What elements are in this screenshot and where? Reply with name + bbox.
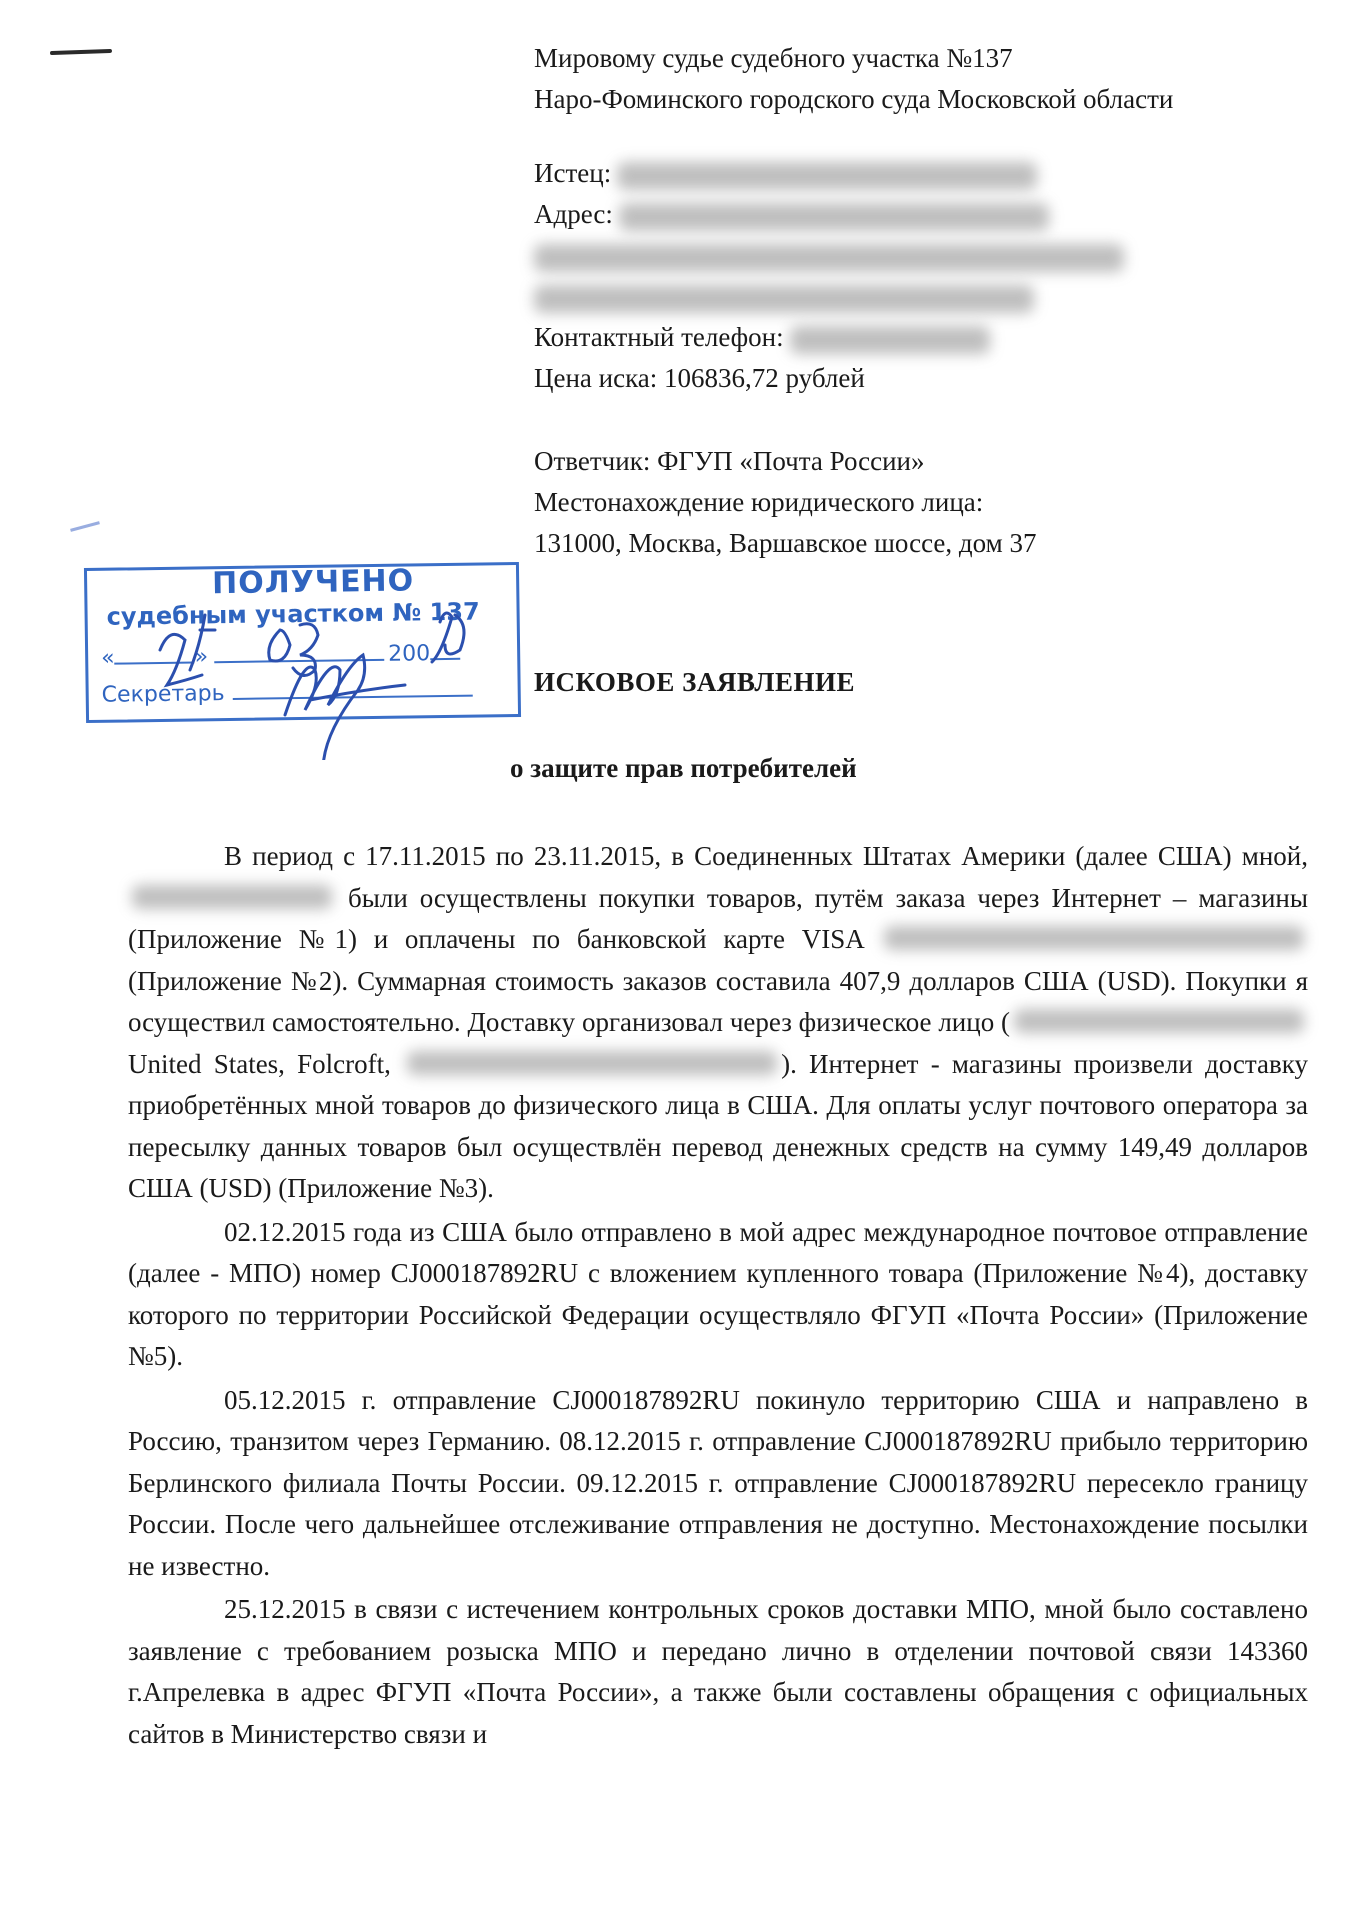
redacted-phone	[790, 326, 990, 354]
address-label: Адрес:	[534, 199, 613, 229]
paragraph-3: 05.12.2015 г. отправление CJ000187892RU покинуло территорию США и направлено в Россию, транзитом через Германию. 08.12.2015 г. отправление CJ000187892RU прибыло территорию Берлинского филиала Почты России. 09.12.2015 г. отправление CJ000187892RU пересекло границу России. После чего дальнейшее отслеживание отправления не доступно. Местонахождение посылки не известно.	[128, 1384, 1308, 1581]
plaintiff-line	[534, 153, 1334, 194]
claim-value: Цена иска: 106836,72 рублей	[534, 363, 865, 393]
ink-smudge	[70, 521, 100, 532]
redacted-address-1	[619, 203, 1049, 231]
addressee-line-1: Мировому судье судебного участка №137	[534, 43, 1013, 73]
redacted-card-number	[884, 926, 1304, 950]
document-subtitle: о защите прав потребителей	[510, 753, 857, 783]
stamp-date-line: « » 200	[101, 637, 511, 671]
phone-line	[534, 317, 1334, 358]
addressee-line-2: Наро-Фоминского городского суда Московской области	[534, 84, 1174, 114]
address-line	[534, 194, 1334, 235]
document-title: ИСКОВОЕ ЗАЯВЛЕНИЕ	[534, 667, 856, 697]
stamp-subtitle: судебным участком № 137	[106, 597, 480, 631]
redacted-person	[1014, 1009, 1304, 1033]
redacted-address-3	[534, 285, 1034, 313]
defendant-line: Ответчик: ФГУП «Почта России»	[534, 446, 925, 476]
stamp-year: 200	[387, 641, 431, 667]
plaintiff-label: Истец:	[534, 158, 612, 188]
redacted-name	[617, 162, 1037, 190]
redacted-address-2	[534, 244, 1124, 272]
document-body	[128, 836, 1308, 1755]
paragraph-4: 25.12.2015 в связи с истечением контрольных сроков доставки МПО, мной было составлено заявление с требованием розыска МПО и передано лично в отделении почтовой связи 143360 г.Апрелевка в адрес ФГУП «Почта России», а также были составлены обращения с официальных сайтов в Министерство связи и	[128, 1594, 1308, 1749]
handwritten-date-and-signature	[110, 580, 540, 760]
redacted-initials	[132, 885, 332, 909]
paragraph-2: 02.12.2015 года из США было отправлено в мой адрес международное почтовое отправление (далее - МПО) номер CJ000187892RU с вложением купленного товара (Приложение №4), доставку которого по территории Российской Федерации осуществляло ФГУП «Почта России» (Приложение №5).	[128, 1216, 1308, 1371]
addressee-block	[534, 38, 1334, 564]
phone-label: Контактный телефон:	[534, 322, 784, 352]
paragraph-1: В период с 17.11.2015 по 23.11.2015, в Соединенных Штатах Америки (далее США) мной, были осуществлены покупки товаров, путём заказа через Интернет – магазины (Приложение №1) и оплачены по банковской карте VISA (Приложение №2). Суммарная стоимость заказов составила 407,9 долларов США (USD). Покупки я осуществил самостоятельно. Доставку организовал через физическое лицо ( United States, Folcroft, ). Интернет - магазины произвели доставку приобретённых мной товаров до физического лица в США. Для оплаты услуг почтового оператора за пересылку данных товаров был осуществлён перевод денежных средств на сумму 149,49 долларов США (USD) (Приложение №3).	[128, 841, 1308, 1203]
pen-dash-mark	[50, 49, 112, 55]
stamp-title: ПОЛУЧЕНО	[211, 563, 415, 602]
redacted-street	[407, 1051, 777, 1075]
defendant-address: 131000, Москва, Варшавское шоссе, дом 37	[534, 528, 1037, 558]
stamp-secretary-label: Секретарь	[101, 681, 225, 708]
defendant-location-label: Местонахождение юридического лица:	[534, 487, 984, 517]
